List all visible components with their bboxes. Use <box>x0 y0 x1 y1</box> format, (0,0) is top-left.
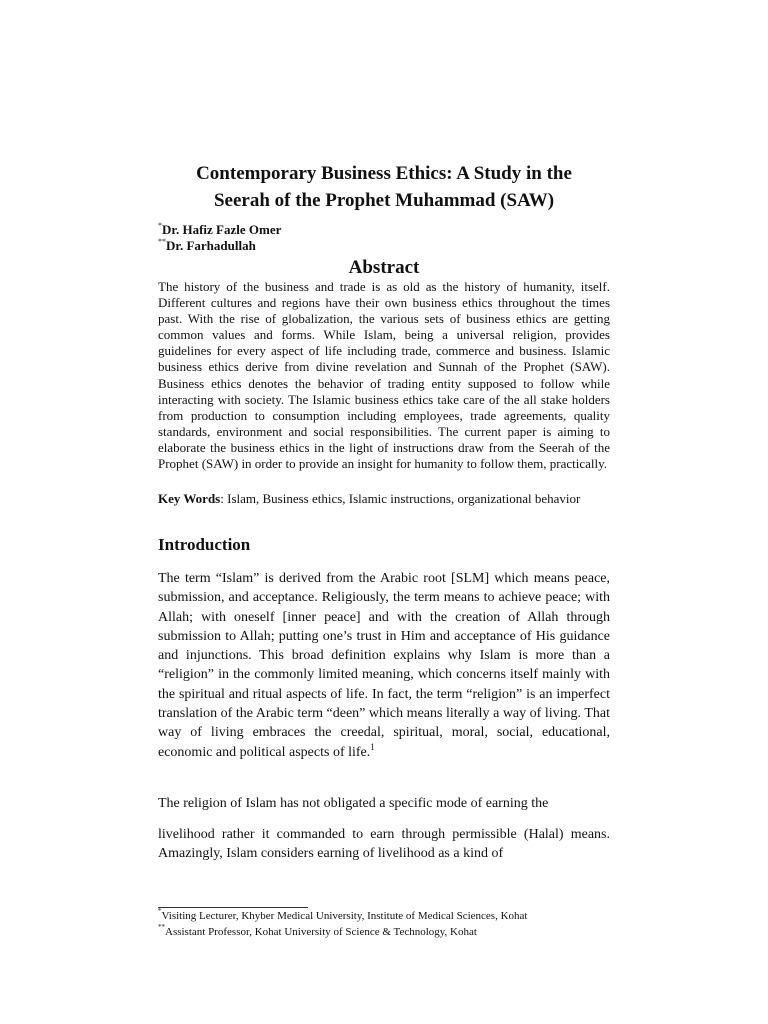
introduction-paragraph-3: livelihood rather it commanded to earn through permissible (Halal) means. Amazingly, Islam considers earning of livelihood as a kind of <box>158 827 610 862</box>
author-1-mark: * <box>158 221 162 230</box>
footnote-2 <box>158 924 610 940</box>
footnote-2-mark: ** <box>158 923 165 931</box>
paper-title-line-1: Contemporary Business Ethics: A Study in the <box>196 163 572 184</box>
footnote-1-mark: * <box>158 907 162 915</box>
footnote-1 <box>158 908 610 924</box>
author-2-name: Dr. Farhadullah <box>166 238 256 253</box>
footnote-2-text: Assistant Professor, Kohat University of Science & Technology, Kohat <box>165 926 477 938</box>
author-2 <box>158 238 610 254</box>
introduction-paragraph-2: The religion of Islam has not obligated a specific mode of earning the <box>158 796 549 811</box>
keywords-text: : Islam, Business ethics, Islamic instructions, organizational behavior <box>220 491 581 506</box>
introduction-paragraph-1-text: The term “Islam” is derived from the Arabic root [SLM] which means peace, submission, and acceptance. Religiously, the term means to achieve peace; with Allah; with oneself [inner peace] and with the creation of Allah through submission to Allah; putting one’s trust in Him and acceptance of His guidance and injunctions. This broad definition explains why Islam is more than a “religion” in the commonly limited meaning, which concerns itself mainly with the spiritual and ritual aspects of life. In fact, the term “religion” is an imperfect translation of the Arabic term “deen” which means literally a way of living. That way of living embraces the creedal, spiritual, moral, social, educational, economic and political aspects of life. <box>158 571 610 760</box>
author-2-mark: ** <box>158 237 166 246</box>
author-1-name: Dr. Hafiz Fazle Omer <box>162 222 282 237</box>
abstract-body: The history of the business and trade is as old as the history of humanity, itself. Different cultures and regions have their own business ethics throughout the times past. With the rise of globalization, the various sets of business ethics are getting common values and forms. While Islam, being a universal religion, provides guidelines for every aspect of life including trade, commerce and business. Islamic business ethics derive from divine revelation and Sunnah of the Prophet (SAW). Business ethics denotes the behavior of trading entity supposed to follow while interacting with society. The Islamic business ethics take care of the all stake holders from production to consumption including employees, trade agreements, quality standards, environment and social responsibilities. The current paper is aiming to elaborate the business ethics in the light of instructions draw from the Seerah of the Prophet (SAW) in order to provide an insight for humanity to follow them, practically. <box>158 279 610 472</box>
abstract-heading: Abstract <box>348 257 420 278</box>
author-1 <box>158 222 610 238</box>
introduction-heading: Introduction <box>158 535 251 554</box>
footnote-reference[interactable]: 1 <box>370 741 375 752</box>
footnote-1-text: Visiting Lecturer, Khyber Medical University, Institute of Medical Sciences, Kohat <box>161 910 528 922</box>
keywords <box>158 490 610 507</box>
author-list <box>158 222 610 254</box>
paper-title <box>158 160 610 214</box>
keywords-label: Key Words <box>158 491 221 506</box>
footnotes <box>158 908 610 940</box>
introduction-paragraph-1 <box>158 569 610 762</box>
paper-page <box>158 0 610 1024</box>
paper-title-line-2: Seerah of the Prophet Muhammad (SAW) <box>213 190 555 211</box>
